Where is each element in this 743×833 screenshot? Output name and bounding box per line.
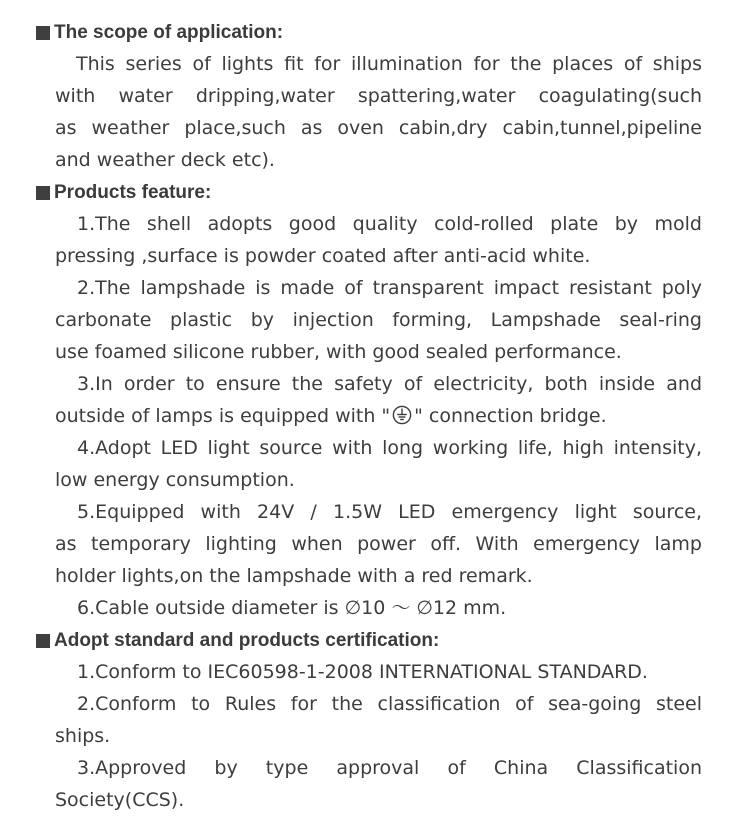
feature-3-line-2 (55, 402, 702, 430)
bullet-square-icon (36, 26, 50, 40)
features-heading-text: Products feature: (54, 182, 212, 203)
standard-1-line-1: 1.Conform to IEC60598-1-2008 INTERNATIONAL STANDARD. (77, 661, 648, 683)
scope-line-2: with water dripping,water spattering,water coagulating(such (55, 85, 702, 107)
feature-5-line-2: as temporary lighting when power off. With emergency lamp (55, 533, 702, 555)
scope-line-4: and weather deck etc). (55, 149, 275, 171)
feature-4-line-2: low energy consumption. (55, 469, 295, 491)
features-heading (36, 182, 211, 204)
standard-2-line-1: 2.Conform to Rules for the classification of sea-going steel (77, 693, 702, 715)
feature-2-line-3: use foamed silicone rubber, with good sealed performance. (55, 341, 622, 363)
bullet-square-icon (36, 186, 50, 200)
feature-2-line-1: 2.The lampshade is made of transparent impact resistant poly (77, 277, 702, 299)
scope-line-3: as weather place,such as oven cabin,dry cabin,tunnel,pipeline (55, 117, 702, 139)
feature-4-line-1: 4.Adopt LED light source with long working life, high intensity, (77, 437, 702, 459)
feature-3-line-2-before: outside of lamps is equipped with " (55, 405, 391, 427)
feature-3-line-2-after: " connection bridge. (414, 405, 607, 427)
standards-heading-text: Adopt standard and products certification: (54, 630, 440, 651)
feature-1-line-2: pressing ,surface is powder coated after anti-acid white. (55, 245, 591, 267)
scope-line-1: This series of lights fit for illumination for the places of ships (76, 53, 702, 75)
earth-ground-icon (392, 405, 412, 425)
standard-2-line-2: ships. (55, 725, 111, 747)
standards-heading (36, 630, 439, 652)
feature-2-line-2: carbonate plastic by injection forming, Lampshade seal-ring (55, 309, 702, 331)
standard-3-line-2: Society(CCS). (55, 789, 185, 811)
scope-heading-text: The scope of application: (54, 22, 284, 43)
bullet-square-icon (36, 634, 50, 648)
feature-6-line-1: 6.Cable outside diameter is ∅10 ～ ∅12 mm. (77, 597, 507, 619)
feature-1-line-1: 1.The shell adopts good quality cold-rolled plate by mold (77, 213, 702, 235)
feature-5-line-1: 5.Equipped with 24V / 1.5W LED emergency light source, (77, 501, 702, 523)
standard-3-line-1: 3.Approved by type approval of China Classification (77, 757, 702, 779)
scope-heading (36, 22, 283, 44)
feature-3-line-1: 3.In order to ensure the safety of electricity, both inside and (77, 373, 702, 395)
feature-5-line-3: holder lights,on the lampshade with a red remark. (55, 565, 533, 587)
